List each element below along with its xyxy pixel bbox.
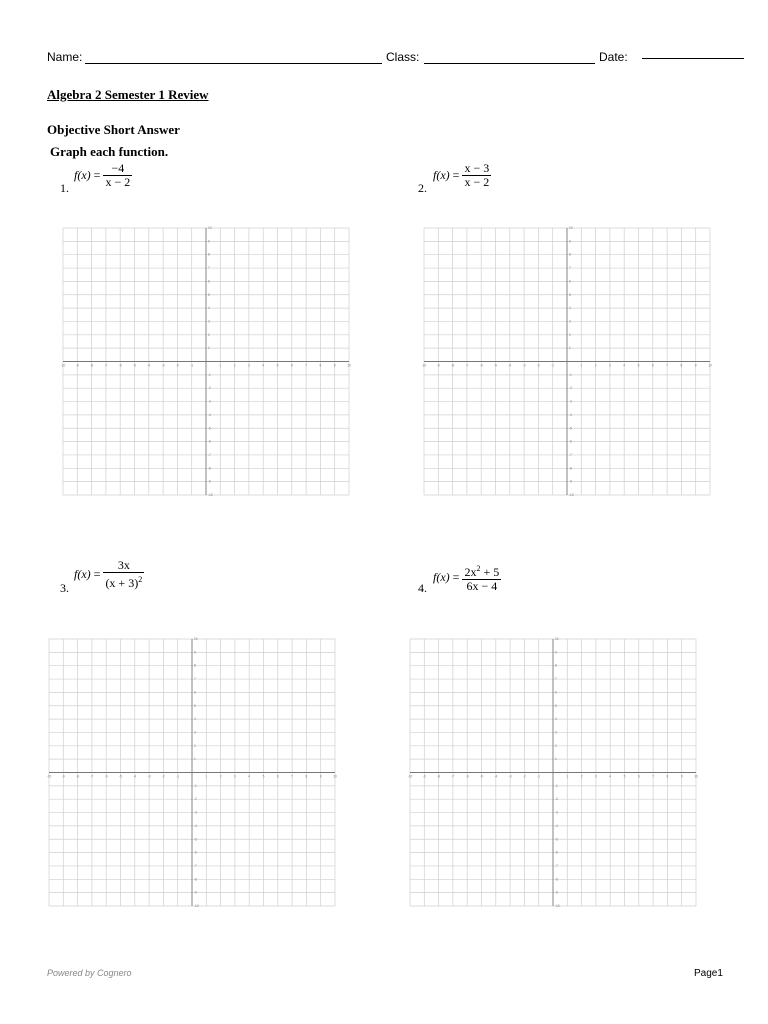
y-tick-label: 6	[569, 279, 571, 284]
x-tick-label: 2	[219, 774, 222, 779]
y-tick-label: -2	[194, 797, 197, 802]
x-tick-label: 2	[594, 363, 597, 368]
x-tick-label: -3	[522, 363, 526, 368]
page-title: Algebra 2 Semester 1 Review	[47, 87, 209, 102]
x-tick-label: 4	[248, 774, 251, 779]
x-tick-label: -3	[161, 363, 165, 368]
function-name: f(x)	[433, 168, 450, 182]
y-tick-label: -10	[569, 493, 574, 497]
y-tick-label: 3	[208, 319, 210, 324]
x-tick-label: 4	[609, 774, 612, 779]
y-tick-label: 9	[555, 650, 557, 655]
x-tick-label: -3	[508, 774, 512, 779]
x-tick-label: 9	[680, 774, 683, 779]
x-tick-label: 5	[637, 363, 640, 368]
x-tick-label: 7	[305, 363, 307, 368]
y-tick-label: 7	[555, 677, 557, 682]
y-tick-label: 8	[208, 252, 210, 257]
y-tick-label: -5	[208, 426, 211, 431]
x-tick-label: -5	[119, 774, 122, 779]
instructions: Graph each function.	[50, 144, 169, 159]
x-tick-label: -2	[161, 774, 165, 779]
x-tick-label: -9	[75, 363, 79, 368]
x-tick-label: -8	[451, 363, 455, 368]
x-tick-label: -4	[147, 363, 151, 368]
section-heading: Objective Short Answer	[47, 122, 180, 137]
numerator: $2x^2 + 5$	[464, 564, 500, 579]
denominator: x − 2	[464, 175, 490, 189]
page-number: Page1	[694, 968, 723, 979]
y-tick-label: -4	[208, 412, 211, 417]
y-tick-label: -8	[194, 877, 197, 882]
y-tick-label: 1	[555, 757, 557, 762]
y-tick-label: -8	[569, 466, 572, 471]
y-tick-label: 8	[555, 663, 557, 668]
y-tick-label: -1	[569, 372, 572, 377]
y-tick-label: -10	[194, 904, 199, 908]
y-tick-label: -4	[555, 823, 558, 828]
y-tick-label: -7	[208, 452, 211, 457]
x-tick-label: 6	[637, 774, 640, 779]
y-tick-label: -10	[555, 904, 560, 908]
date-field[interactable]	[642, 58, 744, 59]
graph-grid-1[interactable]	[60, 225, 352, 498]
y-tick-label: 10	[555, 637, 559, 641]
y-tick-label: -2	[208, 386, 211, 391]
y-tick-label: -6	[208, 439, 211, 444]
x-tick-label: -6	[479, 363, 483, 368]
x-tick-label: 3	[595, 774, 597, 779]
function-expression	[433, 562, 501, 593]
y-tick-label: -4	[194, 823, 197, 828]
y-tick-label: -6	[569, 439, 572, 444]
y-tick-label: -5	[194, 837, 197, 842]
y-tick-label: -3	[194, 810, 197, 815]
y-tick-label: 7	[194, 677, 196, 682]
name-label: Name:	[47, 50, 83, 64]
x-tick-label: -8	[437, 774, 441, 779]
numerator: 3x	[117, 558, 130, 572]
x-tick-label: 8	[680, 363, 683, 368]
graph-grid-3[interactable]	[46, 636, 338, 909]
y-tick-label: 7	[208, 266, 210, 271]
y-tick-label: -1	[208, 372, 211, 377]
x-tick-label: -1	[190, 363, 194, 368]
x-tick-label: -6	[118, 363, 122, 368]
x-tick-label: 9	[694, 363, 697, 368]
name-field[interactable]	[85, 63, 382, 64]
x-tick-label: 6	[651, 363, 654, 368]
x-tick-label: -4	[508, 363, 512, 368]
equals-sign: =	[93, 567, 101, 581]
x-tick-label: -9	[422, 774, 426, 779]
equals-sign: =	[452, 570, 460, 584]
numerator: −4	[111, 161, 125, 175]
x-tick-label: -10	[60, 363, 66, 368]
denominator: $(x + 3)^2$	[103, 572, 144, 590]
y-tick-label: -9	[569, 479, 572, 484]
y-tick-label: 3	[194, 730, 196, 735]
y-tick-label: -3	[555, 810, 558, 815]
x-tick-label: -9	[436, 363, 440, 368]
y-tick-label: -1	[555, 783, 558, 788]
x-tick-label: 8	[305, 774, 308, 779]
x-tick-label: -4	[133, 774, 137, 779]
y-tick-label: 6	[555, 690, 557, 695]
function-expression	[74, 559, 144, 590]
x-tick-label: -2	[536, 363, 540, 368]
graph-grid-2[interactable]	[421, 225, 713, 498]
y-tick-label: 10	[208, 226, 212, 230]
x-tick-label: 9	[319, 774, 322, 779]
y-tick-label: 4	[208, 306, 210, 311]
x-tick-label: 1	[205, 774, 208, 779]
x-tick-label: 6	[290, 363, 293, 368]
x-tick-label: 3	[609, 363, 611, 368]
y-tick-label: 3	[569, 319, 571, 324]
problem-number: 2.	[418, 181, 427, 195]
y-tick-label: 10	[569, 226, 573, 230]
y-tick-label: 4	[569, 306, 571, 311]
class-field[interactable]	[424, 63, 595, 64]
function-name: f(x)	[74, 567, 91, 581]
x-tick-label: -5	[133, 363, 136, 368]
y-tick-label: 8	[194, 663, 196, 668]
y-tick-label: -9	[194, 890, 197, 895]
y-tick-label: -6	[555, 850, 558, 855]
x-tick-label: -6	[465, 774, 469, 779]
function-name: f(x)	[74, 168, 91, 182]
x-tick-label: -10	[407, 774, 413, 779]
x-tick-label: -7	[451, 774, 455, 779]
x-tick-label: 3	[248, 363, 250, 368]
y-tick-label: 6	[208, 279, 210, 284]
function-expression	[433, 162, 491, 189]
x-tick-label: -5	[480, 774, 483, 779]
y-tick-label: -10	[208, 493, 213, 497]
y-tick-label: 5	[208, 292, 210, 297]
x-tick-label: -10	[46, 774, 52, 779]
x-tick-label: -8	[76, 774, 80, 779]
y-tick-label: 9	[208, 239, 210, 244]
x-tick-label: -5	[494, 363, 497, 368]
y-tick-label: 7	[569, 266, 571, 271]
equals-sign: =	[93, 168, 101, 182]
y-tick-label: -1	[194, 783, 197, 788]
x-tick-label: -2	[175, 363, 179, 368]
x-tick-label: 4	[623, 363, 626, 368]
denominator: 6x − 4	[462, 579, 501, 593]
y-tick-label: 9	[194, 650, 196, 655]
y-tick-label: -7	[194, 863, 197, 868]
y-tick-label: -4	[569, 412, 572, 417]
y-tick-label: 6	[194, 690, 196, 695]
x-tick-label: -3	[147, 774, 151, 779]
x-tick-label: -4	[494, 774, 498, 779]
x-tick-label: 7	[666, 363, 668, 368]
x-tick-label: 1	[566, 774, 569, 779]
y-tick-label: -8	[555, 877, 558, 882]
x-tick-label: 2	[580, 774, 583, 779]
y-tick-label: 5	[569, 292, 571, 297]
x-tick-label: -7	[90, 774, 94, 779]
class-label: Class:	[386, 50, 420, 64]
x-tick-label: -8	[90, 363, 94, 368]
y-tick-label: 8	[569, 252, 571, 257]
x-tick-label: -1	[176, 774, 180, 779]
x-tick-label: 8	[666, 774, 669, 779]
x-tick-label: -6	[104, 774, 108, 779]
x-tick-label: -7	[465, 363, 469, 368]
powered-by: Powered by Cognero	[47, 968, 132, 978]
x-tick-label: 2	[233, 363, 236, 368]
y-tick-label: 3	[555, 730, 557, 735]
y-tick-label: -5	[569, 426, 572, 431]
y-tick-label: -5	[555, 837, 558, 842]
x-tick-label: -7	[104, 363, 108, 368]
x-tick-label: 10	[708, 363, 712, 368]
x-tick-label: 9	[333, 363, 336, 368]
y-tick-label: 9	[569, 239, 571, 244]
x-tick-label: 6	[276, 774, 279, 779]
function-expression	[74, 162, 132, 189]
x-tick-label: -9	[61, 774, 65, 779]
y-tick-label: 2	[208, 332, 210, 337]
y-tick-label: 1	[569, 346, 571, 351]
y-tick-label: -9	[555, 890, 558, 895]
graph-grid-4[interactable]	[407, 636, 699, 909]
y-tick-label: 2	[555, 743, 557, 748]
y-tick-label: -9	[208, 479, 211, 484]
y-tick-label: -7	[555, 863, 558, 868]
denominator: x − 2	[105, 175, 131, 189]
y-tick-label: 2	[194, 743, 196, 748]
x-tick-label: 10	[347, 363, 351, 368]
y-tick-label: 5	[194, 703, 196, 708]
y-tick-label: -3	[208, 399, 211, 404]
y-tick-label: -2	[569, 386, 572, 391]
x-tick-label: 10	[333, 774, 337, 779]
x-tick-label: 5	[276, 363, 279, 368]
y-tick-label: 4	[194, 717, 196, 722]
equals-sign: =	[452, 168, 460, 182]
y-tick-label: 2	[569, 332, 571, 337]
x-tick-label: 7	[652, 774, 654, 779]
x-tick-label: 5	[623, 774, 626, 779]
x-tick-label: 5	[262, 774, 265, 779]
x-tick-label: -2	[522, 774, 526, 779]
x-tick-label: 3	[234, 774, 236, 779]
x-tick-label: 7	[291, 774, 293, 779]
y-tick-label: 1	[194, 757, 196, 762]
x-tick-label: 8	[319, 363, 322, 368]
y-tick-label: -2	[555, 797, 558, 802]
x-tick-label: -1	[537, 774, 541, 779]
y-tick-label: -6	[194, 850, 197, 855]
y-tick-label: -8	[208, 466, 211, 471]
date-label: Date:	[599, 50, 628, 64]
y-tick-label: 1	[208, 346, 210, 351]
y-tick-label: 4	[555, 717, 557, 722]
x-tick-label: -1	[551, 363, 555, 368]
x-tick-label: -10	[421, 363, 427, 368]
function-name: f(x)	[433, 570, 450, 584]
y-tick-label: 5	[555, 703, 557, 708]
x-tick-label: 1	[219, 363, 222, 368]
x-tick-label: 10	[694, 774, 698, 779]
problem-number: 4.	[418, 581, 427, 595]
x-tick-label: 4	[262, 363, 265, 368]
y-tick-label: 10	[194, 637, 198, 641]
problem-number: 3.	[60, 581, 69, 595]
problem-number: 1.	[60, 181, 69, 195]
numerator: x − 3	[464, 161, 490, 175]
y-tick-label: -3	[569, 399, 572, 404]
y-tick-label: -7	[569, 452, 572, 457]
x-tick-label: 1	[580, 363, 583, 368]
